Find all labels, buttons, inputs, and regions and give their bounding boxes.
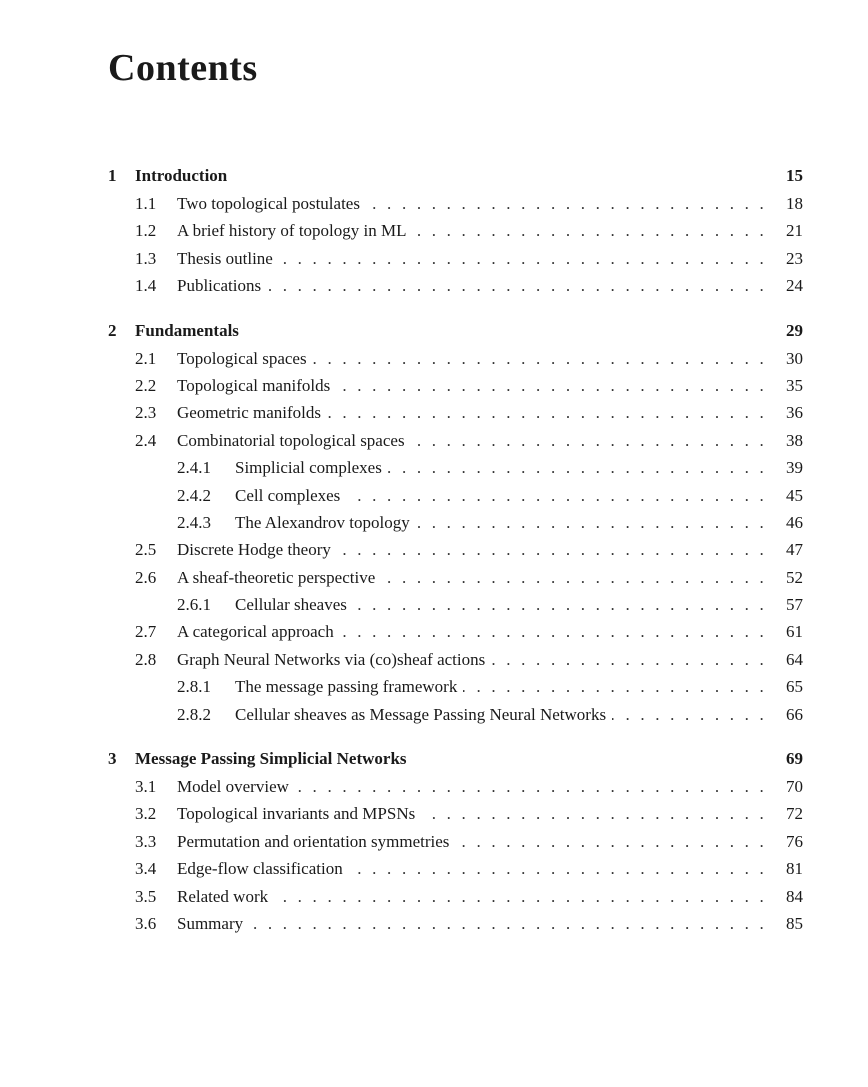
entry-number: 3.6 [135, 913, 157, 933]
toc-entry[interactable] [108, 349, 803, 376]
entry-number: 2.7 [135, 622, 157, 642]
entry-number: 2.8.2 [177, 704, 211, 724]
chapter-number: 2 [108, 320, 117, 340]
entry-number: 3.2 [135, 804, 157, 824]
entry-number: 2.4 [135, 430, 157, 450]
entry-number: 1.4 [135, 276, 157, 296]
entry-page: 39 [786, 458, 803, 478]
toc-entry[interactable] [108, 249, 803, 276]
entry-number: 3.5 [135, 886, 157, 906]
dot-leader [295, 777, 779, 797]
toc-entry[interactable] [108, 650, 803, 677]
entry-page: 64 [786, 649, 803, 669]
entry-number: 2.4.2 [177, 485, 211, 505]
toc-subentry[interactable] [108, 595, 803, 622]
chapter-number: 1 [108, 166, 117, 185]
entry-title: The Alexandrov topology [235, 512, 410, 532]
toc-chapter [108, 321, 803, 732]
entry-title: Two topological postulates [177, 194, 360, 213]
entry-number: 2.5 [135, 540, 157, 560]
entry-title: Publications [177, 276, 262, 296]
entry-number: 2.8 [135, 649, 157, 669]
entry-page: 65 [786, 677, 803, 697]
entry-number: 2.3 [135, 403, 157, 423]
entry-title: Geometric manifolds [177, 403, 321, 423]
entry-page: 76 [786, 831, 803, 851]
toc-subentry[interactable] [108, 513, 803, 540]
entry-title: A brief history of topology in ML [177, 221, 407, 241]
entry-title: Summary [177, 913, 244, 933]
entry-page: 36 [786, 403, 803, 423]
dot-leader [455, 832, 779, 852]
entry-number: 3.4 [135, 859, 157, 879]
dot-leader [412, 221, 779, 241]
entry-number: 3.3 [135, 831, 157, 851]
entry-page: 61 [786, 622, 803, 642]
toc-subentry[interactable] [108, 677, 803, 704]
entry-number: 2.4.1 [177, 458, 211, 478]
chapter-title: Introduction [135, 166, 228, 185]
entry-number: 2.8.1 [177, 677, 211, 697]
toc-subentry[interactable] [108, 458, 803, 485]
entry-page: 23 [786, 248, 803, 268]
dot-leader [340, 622, 779, 642]
chapter-page: 29 [786, 320, 803, 340]
entry-number: 3.1 [135, 777, 157, 797]
dot-leader [327, 403, 779, 423]
entry-number: 1.1 [135, 194, 157, 213]
chapter-number: 3 [108, 749, 117, 769]
entry-page: 66 [786, 704, 803, 724]
toc-entry[interactable] [108, 777, 803, 804]
dot-leader [388, 458, 779, 478]
entry-title: A sheaf-theoretic perspective [177, 567, 376, 587]
entry-title: Topological spaces [177, 348, 307, 368]
dot-leader [349, 859, 779, 879]
entry-number: 1.3 [135, 248, 157, 268]
toc-entry[interactable] [108, 804, 803, 831]
dot-leader [416, 513, 779, 533]
entry-title: Edge-flow classification [177, 859, 343, 879]
entry-number: 2.4.3 [177, 512, 211, 532]
toc-entry[interactable] [108, 887, 803, 914]
dot-leader [491, 650, 779, 670]
page-title: Contents [108, 47, 258, 89]
entry-page: 70 [786, 777, 803, 797]
toc-entry[interactable] [108, 431, 803, 458]
entry-title: Topological manifolds [177, 375, 331, 395]
toc-entry[interactable] [108, 914, 803, 941]
toc-chapter-heading[interactable] [108, 166, 803, 194]
entry-title: The message passing framework [235, 677, 458, 697]
dot-leader [463, 677, 779, 697]
toc-entry[interactable] [108, 859, 803, 886]
chapter-title: Fundamentals [135, 320, 239, 340]
toc-chapter-heading[interactable] [108, 749, 803, 777]
dot-leader [366, 194, 779, 214]
toc-entry[interactable] [108, 194, 803, 221]
entry-page: 38 [786, 430, 803, 450]
entry-page: 72 [786, 804, 803, 824]
entry-title: Permutation and orientation symmetries [177, 831, 450, 851]
entry-number: 2.2 [135, 375, 157, 395]
dot-leader [337, 540, 779, 560]
entry-page: 47 [786, 540, 803, 560]
toc-subentry[interactable] [108, 705, 803, 732]
entry-title: Cellular sheaves [235, 595, 347, 615]
dot-leader [267, 276, 779, 296]
entry-page: 21 [786, 221, 803, 241]
entry-number: 2.6.1 [177, 595, 211, 615]
toc-entry[interactable] [108, 221, 803, 248]
toc-entry[interactable] [108, 540, 803, 567]
dot-leader [381, 568, 779, 588]
dot-leader [249, 914, 779, 934]
entry-title: Related work [177, 886, 269, 906]
entry-title: Graph Neural Networks via (co)sheaf actions [177, 649, 486, 669]
toc-entry[interactable] [108, 403, 803, 430]
entry-title: Simplicial complexes [235, 458, 382, 478]
entry-page: 30 [786, 348, 803, 368]
toc-entry[interactable] [108, 276, 803, 303]
dot-leader [336, 376, 779, 396]
dot-leader [279, 249, 779, 269]
entry-title: Topological invariants and MPSNs [177, 804, 416, 824]
entry-page: 18 [786, 194, 803, 213]
dot-leader [274, 887, 779, 907]
entry-title: Cellular sheaves as Message Passing Neural Networks [235, 704, 607, 724]
dot-leader [411, 431, 779, 451]
entry-title: Model overview [177, 777, 289, 797]
entry-page: 52 [786, 567, 803, 587]
entry-title: Discrete Hodge theory [177, 540, 331, 560]
chapter-title: Message Passing Simplicial Networks [135, 749, 407, 769]
entry-page: 24 [786, 276, 803, 296]
entry-title: Cell complexes [235, 485, 341, 505]
table-of-contents [108, 166, 803, 958]
toc-chapter [108, 749, 803, 941]
toc-chapter-heading[interactable] [108, 321, 803, 349]
toc-entry[interactable] [108, 568, 803, 595]
toc-entry[interactable] [108, 622, 803, 649]
entry-page: 84 [786, 886, 803, 906]
entry-page: 81 [786, 859, 803, 879]
entry-page: 57 [786, 595, 803, 615]
entry-number: 1.2 [135, 221, 157, 241]
chapter-page: 15 [786, 166, 803, 185]
toc-entry[interactable] [108, 832, 803, 859]
entry-page: 46 [786, 512, 803, 532]
dot-leader [612, 705, 779, 725]
entry-title: Combinatorial topological spaces [177, 430, 405, 450]
dot-leader [346, 486, 779, 506]
entry-page: 45 [786, 485, 803, 505]
dot-leader [313, 349, 779, 369]
entry-number: 2.6 [135, 567, 157, 587]
entry-number: 2.1 [135, 348, 157, 368]
entry-page: 85 [786, 913, 803, 933]
toc-subentry[interactable] [108, 486, 803, 513]
toc-chapter [108, 166, 803, 304]
dot-leader [421, 804, 779, 824]
chapter-page: 69 [786, 749, 803, 769]
dot-leader [353, 595, 779, 615]
toc-entry[interactable] [108, 376, 803, 403]
entry-title: A categorical approach [177, 622, 334, 642]
entry-page: 35 [786, 375, 803, 395]
entry-title: Thesis outline [177, 248, 273, 268]
